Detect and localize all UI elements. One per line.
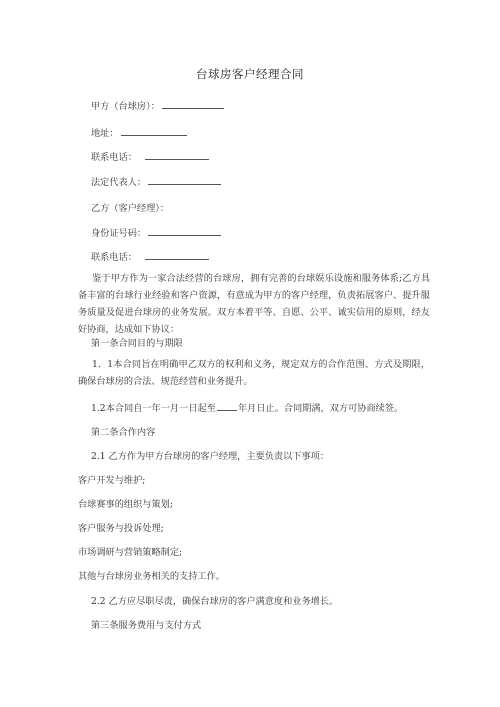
address-line xyxy=(91,126,187,140)
clause1-heading: 第一条合同目的与期限 xyxy=(91,338,183,349)
legal-rep-label: 法定代表人： xyxy=(91,177,147,188)
address-blank[interactable] xyxy=(121,126,187,136)
clause2-item1: 2.1 乙方作为甲方台球房的客户经理，主要负责以下事项： xyxy=(91,451,330,462)
party-b-phone-label: 联系电话： xyxy=(91,252,137,263)
id-number-label: 身份证号码： xyxy=(91,228,147,239)
party-a-phone-line xyxy=(91,150,209,164)
party-a-phone-blank[interactable] xyxy=(145,150,209,160)
clause2-heading: 第二条合作内容 xyxy=(91,427,156,438)
duty-item-5: 其他与台球房业务相关的支持工作。 xyxy=(78,571,225,582)
legal-rep-blank[interactable] xyxy=(148,175,221,185)
id-number-blank[interactable] xyxy=(148,226,221,236)
party-b-phone-blank[interactable] xyxy=(145,250,209,260)
party-b-phone-line xyxy=(91,250,209,264)
duty-item-4: 市场调研与营销策略制定; xyxy=(78,547,183,558)
party-a-label: 甲方（台球房）： xyxy=(91,101,160,112)
clause3-heading: 第三条服务费用与支付方式 xyxy=(91,620,202,631)
duty-item-2: 台球赛事的组织与策划; xyxy=(78,499,173,510)
preamble-text: 鉴于甲方作为一家合法经营的台球房，拥有完善的台球娱乐设施和服务体系;乙方具备丰富的台球行业经验和客户资源，有意成为甲方的客户经理，负责拓展客户、提升服务质量及促进台球房的业务发展。双方本着平等、自愿、公平、诚实信用的原则，经友好协商，达成如下协议： xyxy=(78,273,430,335)
clause1-item2-after: 年月日止。合同期满，双方可协商续签。 xyxy=(237,403,404,414)
end-year-blank[interactable] xyxy=(217,401,237,411)
preamble-paragraph xyxy=(78,270,430,338)
party-a-line xyxy=(91,99,224,113)
id-number-line xyxy=(91,226,221,240)
duty-item-3: 客户服务与投诉处理; xyxy=(78,523,164,534)
clause1-item2-before: 1.2本合同自一年一月一日起至 xyxy=(91,403,216,414)
duty-item-1: 客户开发与维护; xyxy=(78,475,146,486)
clause1-item2 xyxy=(91,401,403,415)
document-title: 台球房客户经理合同 xyxy=(196,67,304,81)
party-a-blank[interactable] xyxy=(162,99,224,109)
legal-rep-line xyxy=(91,175,221,189)
party-b-line xyxy=(91,203,169,215)
party-a-phone-label: 联系电话： xyxy=(91,152,137,163)
party-b-label: 乙方（客户经理）： xyxy=(91,203,170,214)
clause1-item1-paragraph xyxy=(78,356,430,390)
clause1-item1-text: 1．1本合同旨在明确甲乙双方的权利和义务，规定双方的合作范围、方式及期限，确保台球房的合法、规范经营和业务提升。 xyxy=(78,359,430,387)
address-label: 地址： xyxy=(91,128,119,139)
clause2-item2: 2.2 乙方应尽职尽责，确保台球房的客户满意度和业务增长。 xyxy=(91,596,339,607)
